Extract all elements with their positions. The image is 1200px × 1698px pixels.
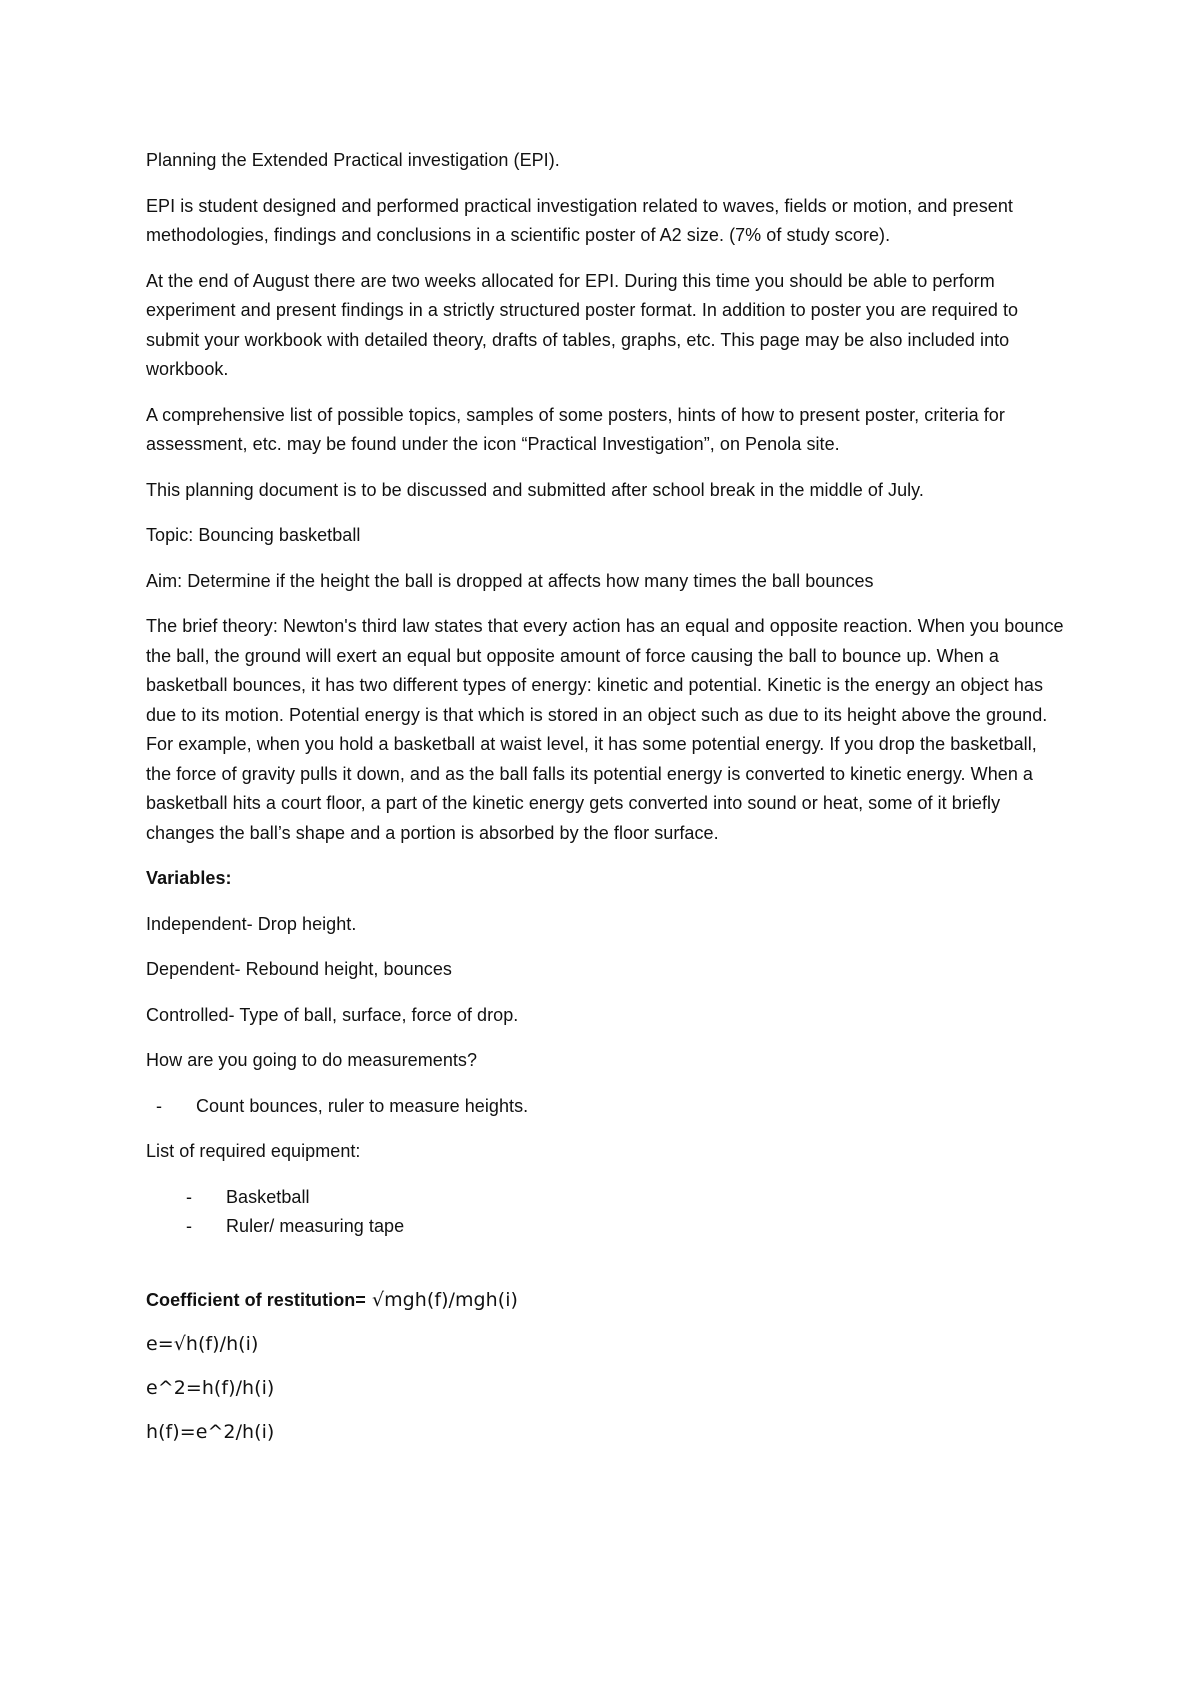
list-item [146, 1212, 1066, 1242]
dependent-variable: Dependent- Rebound height, bounces [146, 959, 452, 979]
intro-paragraph-2: At the end of August there are two weeks allocated for EPI. During this time you should be able to perform experiment and present findings in a strictly structured poster format. In addition to poster you are required to submit your workbook with detailed theory, drafts of tables, graphs, etc. This page may be also included into workbook. [146, 270, 1019, 379]
formula-block [146, 1286, 1066, 1447]
independent-variable: Independent- Drop height. [146, 913, 357, 934]
dash-bullet: - [186, 1216, 193, 1236]
theory-paragraph: The brief theory: Newton's third law states that every action has an equal and opposite reaction. When you bounce the ball, the ground will exert an equal but opposite amount of force causing the ball to bounce up. When a basketball bounces, it has two different types of energy: kinetic and potential. Kinetic is the energy an object has due to its motion. Potential energy is that which is stored in an object such as due to its height above the ground. For example, when you hold a basketball at waist level, it has some potential energy. If you drop the basketball, the force of gravity pulls it down, and as the ball falls its potential energy is converted to kinetic energy. When a basketball hits a court floor, a part of the kinetic energy gets converted into sound or heat, some of it briefly changes the ball’s shape and a portion is absorbed by the floor surface. [146, 616, 1064, 843]
list-item [146, 1183, 1066, 1213]
variables-heading: Variables: [146, 868, 232, 888]
controlled-variables: Controlled- Type of ball, surface, force of drop. [146, 1004, 519, 1025]
document-title: Planning the Extended Practical investigation (EPI). [146, 150, 560, 170]
formula-label: Coefficient of restitution= [146, 1289, 366, 1310]
formula-line-3: h(f)=e^2/h(i) [146, 1420, 275, 1443]
formula-expression: √mgh(f)/mgh(i) [371, 1288, 519, 1311]
equipment-list [146, 1183, 1066, 1242]
list-item [146, 1092, 1066, 1122]
intro-paragraph-4: This planning document is to be discussed and submitted after school break in the middle of July. [146, 479, 924, 500]
intro-paragraph-1: EPI is student designed and performed practical investigation related to waves, fields or motion, and present methodologies, findings and conclusions in a scientific poster of A2 size. (7% of study score). [146, 195, 1013, 245]
intro-paragraph-3: A comprehensive list of possible topics, samples of some posters, hints of how to present poster, criteria for assessment, etc. may be found under the icon “Practical Investigation”, on Penola site. [146, 404, 1005, 454]
dash-bullet: - [186, 1186, 193, 1207]
equipment-heading: List of required equipment: [146, 1141, 361, 1161]
topic-line: Topic: Bouncing basketball [146, 525, 361, 545]
measurements-list [146, 1092, 1066, 1122]
formula-line-2: e^2=h(f)/h(i) [146, 1376, 275, 1399]
formula-line-1: e=√h(f)/h(i) [146, 1332, 259, 1355]
measurements-question: How are you going to do measurements? [146, 1050, 478, 1070]
aim-line: Aim: Determine if the height the ball is dropped at affects how many times the ball bounces [146, 570, 874, 591]
list-item-text: Basketball [226, 1186, 310, 1207]
document-body [146, 146, 1066, 1462]
list-item-text: Ruler/ measuring tape [226, 1216, 405, 1236]
list-item-text: Count bounces, ruler to measure heights. [196, 1095, 529, 1116]
dash-bullet: - [156, 1095, 163, 1116]
restitution-formula [146, 1286, 1066, 1315]
